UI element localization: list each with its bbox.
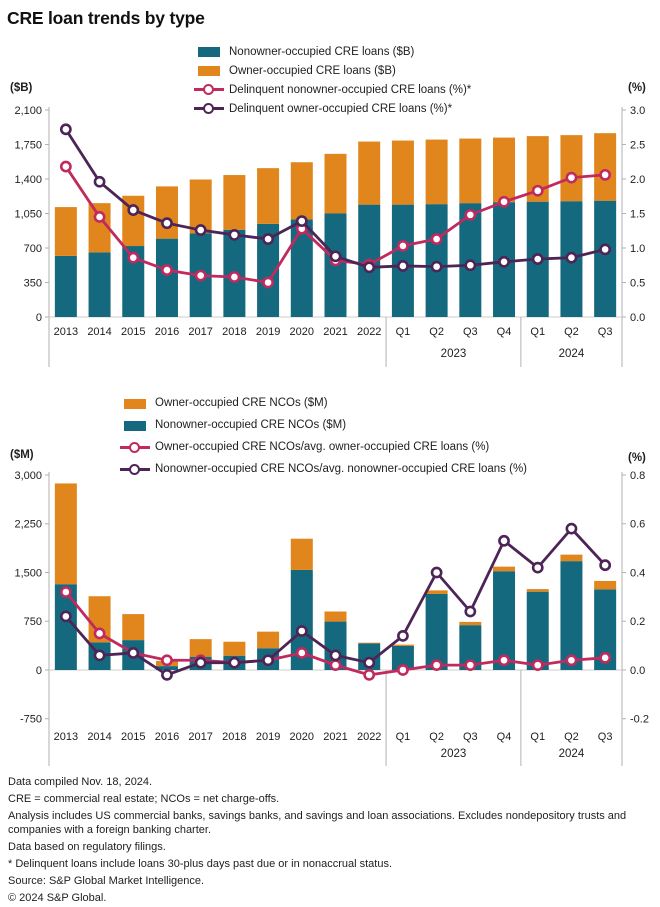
legend-label: Owner-occupied CRE NCOs/avg. owner-occupied CRE loans (%) bbox=[155, 441, 490, 453]
category-label: 2019 bbox=[255, 325, 281, 338]
pink-line-marker-icon bbox=[120, 441, 150, 453]
purple-marker-dot bbox=[196, 658, 205, 667]
footnote-line: © 2024 S&P Global. bbox=[8, 892, 107, 905]
category-label: Q3 bbox=[462, 325, 478, 338]
pink-marker-dot bbox=[398, 241, 407, 250]
pink-line-marker-icon bbox=[194, 84, 224, 96]
orange-bar-segment bbox=[493, 138, 515, 203]
purple-marker-dot bbox=[196, 225, 205, 234]
pink-marker-dot bbox=[601, 653, 610, 662]
orange-bar-segment bbox=[426, 590, 448, 594]
category-label: Q1 bbox=[530, 730, 546, 743]
footnote-line: Data based on regulatory filings. bbox=[8, 840, 166, 853]
category-label: Q1 bbox=[395, 325, 411, 338]
legend-item bbox=[120, 414, 527, 436]
teal-bar-segment bbox=[426, 594, 448, 670]
purple-marker-dot bbox=[499, 257, 508, 266]
pink-marker-dot bbox=[297, 648, 306, 657]
legend-label: Nonowner-occupied CRE NCOs ($M) bbox=[155, 419, 347, 431]
teal-bar-segment bbox=[527, 592, 549, 670]
chart-title: CRE loan trends by type bbox=[7, 8, 205, 28]
orange-swatch-icon bbox=[120, 397, 150, 409]
pink-marker-dot bbox=[533, 186, 542, 195]
right-axis-tick-label: 0.5 bbox=[630, 277, 646, 290]
category-label: 2014 bbox=[87, 730, 112, 743]
orange-bar-segment bbox=[560, 555, 582, 562]
orange-bar-segment bbox=[493, 567, 515, 572]
left-axis-tick-label: 1,500 bbox=[14, 567, 42, 580]
category-label: Q2 bbox=[429, 325, 444, 338]
group-year-label: 2024 bbox=[558, 348, 585, 361]
purple-marker-dot bbox=[95, 651, 104, 660]
purple-marker-dot bbox=[297, 626, 306, 635]
teal-bar-segment bbox=[89, 252, 111, 317]
orange-bar-segment bbox=[459, 622, 481, 625]
purple-marker-dot bbox=[365, 658, 374, 667]
ncos-right-axis-unit: (%) bbox=[628, 452, 646, 464]
right-axis-tick-label: 0.6 bbox=[630, 518, 646, 531]
category-label: Q1 bbox=[395, 730, 411, 743]
orange-bar-segment bbox=[55, 483, 77, 584]
legend-label: Delinquent nonowner-occupied CRE loans (%)* bbox=[229, 83, 472, 96]
purple-marker-dot bbox=[601, 561, 610, 570]
orange-bar-segment bbox=[594, 581, 616, 589]
left-axis-tick-label: 2,100 bbox=[14, 104, 42, 117]
orange-bar-segment bbox=[156, 186, 178, 238]
right-axis-tick-label: 3.0 bbox=[630, 104, 646, 117]
pink-marker-dot bbox=[567, 656, 576, 665]
ncos-left-axis-unit: ($M) bbox=[10, 449, 34, 461]
pink-marker-dot bbox=[499, 656, 508, 665]
purple-marker-dot bbox=[95, 177, 104, 186]
loans-chart bbox=[0, 95, 660, 387]
purple-marker-dot bbox=[230, 658, 239, 667]
pink-marker-dot bbox=[230, 272, 239, 281]
left-axis-tick-label: 2,250 bbox=[14, 518, 42, 531]
purple-marker-dot bbox=[230, 230, 239, 239]
legend-item bbox=[120, 392, 527, 414]
purple-marker-dot bbox=[263, 656, 272, 665]
left-axis-tick-label: 1,400 bbox=[14, 173, 42, 186]
right-axis-tick-label: 0.0 bbox=[630, 311, 646, 324]
category-label: 2016 bbox=[154, 730, 180, 743]
footnote-line: Data compiled Nov. 18, 2024. bbox=[8, 776, 153, 788]
purple-marker-dot bbox=[466, 261, 475, 270]
orange-bar-segment bbox=[358, 142, 380, 205]
purple-marker-dot bbox=[331, 252, 340, 261]
category-label: Q3 bbox=[597, 325, 613, 338]
teal-bar-segment bbox=[560, 561, 582, 670]
legend-label: Nonowner-occupied CRE NCOs/avg. nonowner-occupied CRE loans (%) bbox=[155, 463, 527, 475]
pink-marker-dot bbox=[162, 656, 171, 665]
pink-marker-dot bbox=[466, 661, 475, 670]
left-axis-tick-label: 1,050 bbox=[14, 208, 42, 221]
loans-left-axis-unit: ($B) bbox=[10, 82, 33, 94]
left-axis-tick-label: 3,000 bbox=[14, 469, 42, 482]
left-axis-tick-label: 350 bbox=[23, 277, 42, 290]
pink-marker-dot bbox=[601, 170, 610, 179]
purple-marker-dot bbox=[162, 670, 171, 679]
legend-item bbox=[194, 42, 471, 61]
orange-bar-segment bbox=[392, 645, 414, 646]
purple-marker-dot bbox=[61, 125, 70, 134]
right-axis-tick-label: 2.5 bbox=[630, 139, 646, 152]
purple-marker-dot bbox=[567, 253, 576, 262]
footnote-line: CRE = commercial real estate; NCOs = net charge-offs. bbox=[8, 793, 280, 806]
orange-bar-segment bbox=[291, 539, 313, 570]
orange-bar-segment bbox=[257, 168, 279, 224]
orange-bar-segment bbox=[122, 614, 144, 640]
purple-marker-dot bbox=[129, 205, 138, 214]
category-label: Q2 bbox=[564, 730, 579, 743]
orange-bar-segment bbox=[291, 162, 313, 219]
loans-right-axis-unit: (%) bbox=[628, 82, 646, 94]
orange-bar-segment bbox=[426, 140, 448, 205]
orange-bar-segment bbox=[223, 642, 245, 656]
purple-marker-dot bbox=[162, 219, 171, 228]
left-axis-tick-label: 1,750 bbox=[14, 139, 42, 152]
orange-bar-segment bbox=[560, 135, 582, 201]
purple-marker-dot bbox=[432, 568, 441, 577]
category-label: 2013 bbox=[53, 325, 79, 338]
right-axis-tick-label: 0.2 bbox=[630, 616, 646, 629]
left-axis-tick-label: 750 bbox=[23, 616, 42, 629]
pink-marker-dot bbox=[331, 661, 340, 670]
group-year-label: 2024 bbox=[558, 748, 585, 761]
category-label: 2015 bbox=[121, 730, 146, 743]
purple-marker-dot bbox=[331, 651, 340, 660]
legend-item bbox=[120, 436, 527, 458]
category-label: Q3 bbox=[462, 730, 478, 743]
pink-marker-dot bbox=[567, 173, 576, 182]
legend-label: Owner-occupied CRE loans ($B) bbox=[229, 64, 396, 77]
category-label: Q4 bbox=[496, 730, 512, 743]
category-label: Q4 bbox=[496, 325, 512, 338]
category-label: 2020 bbox=[289, 730, 315, 743]
orange-bar-segment bbox=[594, 133, 616, 201]
teal-bar-segment bbox=[426, 204, 448, 317]
pink-marker-dot bbox=[129, 253, 138, 262]
category-label: Q3 bbox=[597, 730, 613, 743]
purple-marker-dot bbox=[263, 234, 272, 243]
purple-marker-dot bbox=[567, 524, 576, 533]
pink-marker-dot bbox=[466, 210, 475, 219]
category-label: 2022 bbox=[356, 730, 382, 743]
orange-bar-segment bbox=[223, 175, 245, 230]
category-label: Q1 bbox=[530, 325, 546, 338]
right-axis-tick-label: 0.8 bbox=[630, 469, 646, 482]
orange-bar-segment bbox=[358, 643, 380, 644]
left-axis-tick-label: 0 bbox=[35, 664, 42, 677]
category-label: 2021 bbox=[323, 730, 348, 743]
pink-marker-dot bbox=[432, 234, 441, 243]
left-axis-tick-label: -750 bbox=[19, 713, 42, 726]
category-label: Q2 bbox=[429, 730, 444, 743]
category-label: 2019 bbox=[255, 730, 281, 743]
pink-marker-dot bbox=[533, 661, 542, 670]
orange-bar-segment bbox=[55, 207, 77, 256]
group-year-label: 2023 bbox=[440, 748, 467, 761]
ncos-chart bbox=[0, 460, 660, 774]
category-label: 2015 bbox=[121, 325, 146, 338]
category-label: 2017 bbox=[188, 730, 213, 743]
pink-marker-dot bbox=[95, 629, 104, 638]
pink-marker-dot bbox=[432, 661, 441, 670]
pink-marker-dot bbox=[263, 278, 272, 287]
pink-marker-dot bbox=[398, 665, 407, 674]
group-year-label: 2023 bbox=[440, 348, 467, 361]
category-label: 2018 bbox=[222, 730, 247, 743]
legend-label: Delinquent owner-occupied CRE loans (%)* bbox=[229, 102, 453, 115]
footnote-line: Source: S&P Global Market Intelligence. bbox=[8, 875, 205, 888]
teal-bar-segment bbox=[55, 256, 77, 317]
orange-bar-segment bbox=[190, 639, 212, 657]
orange-bar-segment bbox=[527, 589, 549, 592]
purple-marker-dot bbox=[533, 254, 542, 263]
teal-bar-segment bbox=[156, 239, 178, 317]
pink-marker-dot bbox=[61, 587, 70, 596]
orange-bar-segment bbox=[325, 154, 347, 214]
purple-marker-dot bbox=[398, 631, 407, 640]
right-axis-tick-label: 1.5 bbox=[630, 208, 646, 221]
purple-marker-dot bbox=[398, 261, 407, 270]
category-label: Q2 bbox=[564, 325, 579, 338]
pink-marker-dot bbox=[95, 212, 104, 221]
purple-marker-dot bbox=[533, 563, 542, 572]
legend-item bbox=[194, 61, 471, 80]
purple-marker-dot bbox=[432, 262, 441, 271]
category-label: 2013 bbox=[53, 730, 79, 743]
pink-marker-dot bbox=[365, 670, 374, 679]
footnote-line: Analysis includes US commercial banks, savings banks, and savings and loan associations. Excludes nondepository trusts and companies with a foreign banking charter. bbox=[8, 810, 627, 836]
teal-swatch-icon bbox=[120, 419, 150, 431]
category-label: 2021 bbox=[323, 325, 348, 338]
orange-bar-segment bbox=[257, 632, 279, 649]
teal-bar-segment bbox=[594, 201, 616, 317]
orange-bar-segment bbox=[392, 141, 414, 205]
legend-label: Nonowner-occupied CRE loans ($B) bbox=[229, 45, 415, 58]
teal-swatch-icon bbox=[194, 46, 224, 58]
purple-marker-dot bbox=[499, 536, 508, 545]
right-axis-tick-label: 1.0 bbox=[630, 242, 646, 255]
category-label: 2018 bbox=[222, 325, 247, 338]
right-axis-tick-label: -0.2 bbox=[630, 713, 649, 726]
purple-marker-dot bbox=[129, 648, 138, 657]
purple-marker-dot bbox=[601, 245, 610, 254]
right-axis-tick-label: 2.0 bbox=[630, 173, 646, 186]
category-label: 2017 bbox=[188, 325, 213, 338]
right-axis-tick-label: 0.0 bbox=[630, 664, 646, 677]
pink-marker-dot bbox=[196, 271, 205, 280]
legend-label: Owner-occupied CRE NCOs ($M) bbox=[155, 397, 328, 409]
orange-swatch-icon bbox=[194, 65, 224, 77]
pink-marker-dot bbox=[61, 162, 70, 171]
left-axis-tick-label: 700 bbox=[23, 242, 42, 255]
category-label: 2016 bbox=[154, 325, 180, 338]
footnotes bbox=[8, 776, 657, 907]
left-axis-tick-label: 0 bbox=[35, 311, 42, 324]
category-label: 2022 bbox=[356, 325, 382, 338]
purple-marker-dot bbox=[61, 612, 70, 621]
footnote-line: * Delinquent loans include loans 30-plus days past due or in nonaccrual status. bbox=[8, 857, 393, 870]
purple-marker-dot bbox=[365, 263, 374, 272]
category-label: 2020 bbox=[289, 325, 315, 338]
purple-marker-dot bbox=[297, 216, 306, 225]
orange-bar-segment bbox=[459, 139, 481, 204]
orange-bar-segment bbox=[325, 612, 347, 622]
purple-marker-dot bbox=[466, 607, 475, 616]
category-label: 2014 bbox=[87, 325, 112, 338]
pink-marker-dot bbox=[162, 265, 171, 274]
pink-marker-dot bbox=[499, 197, 508, 206]
right-axis-tick-label: 0.4 bbox=[630, 567, 646, 580]
